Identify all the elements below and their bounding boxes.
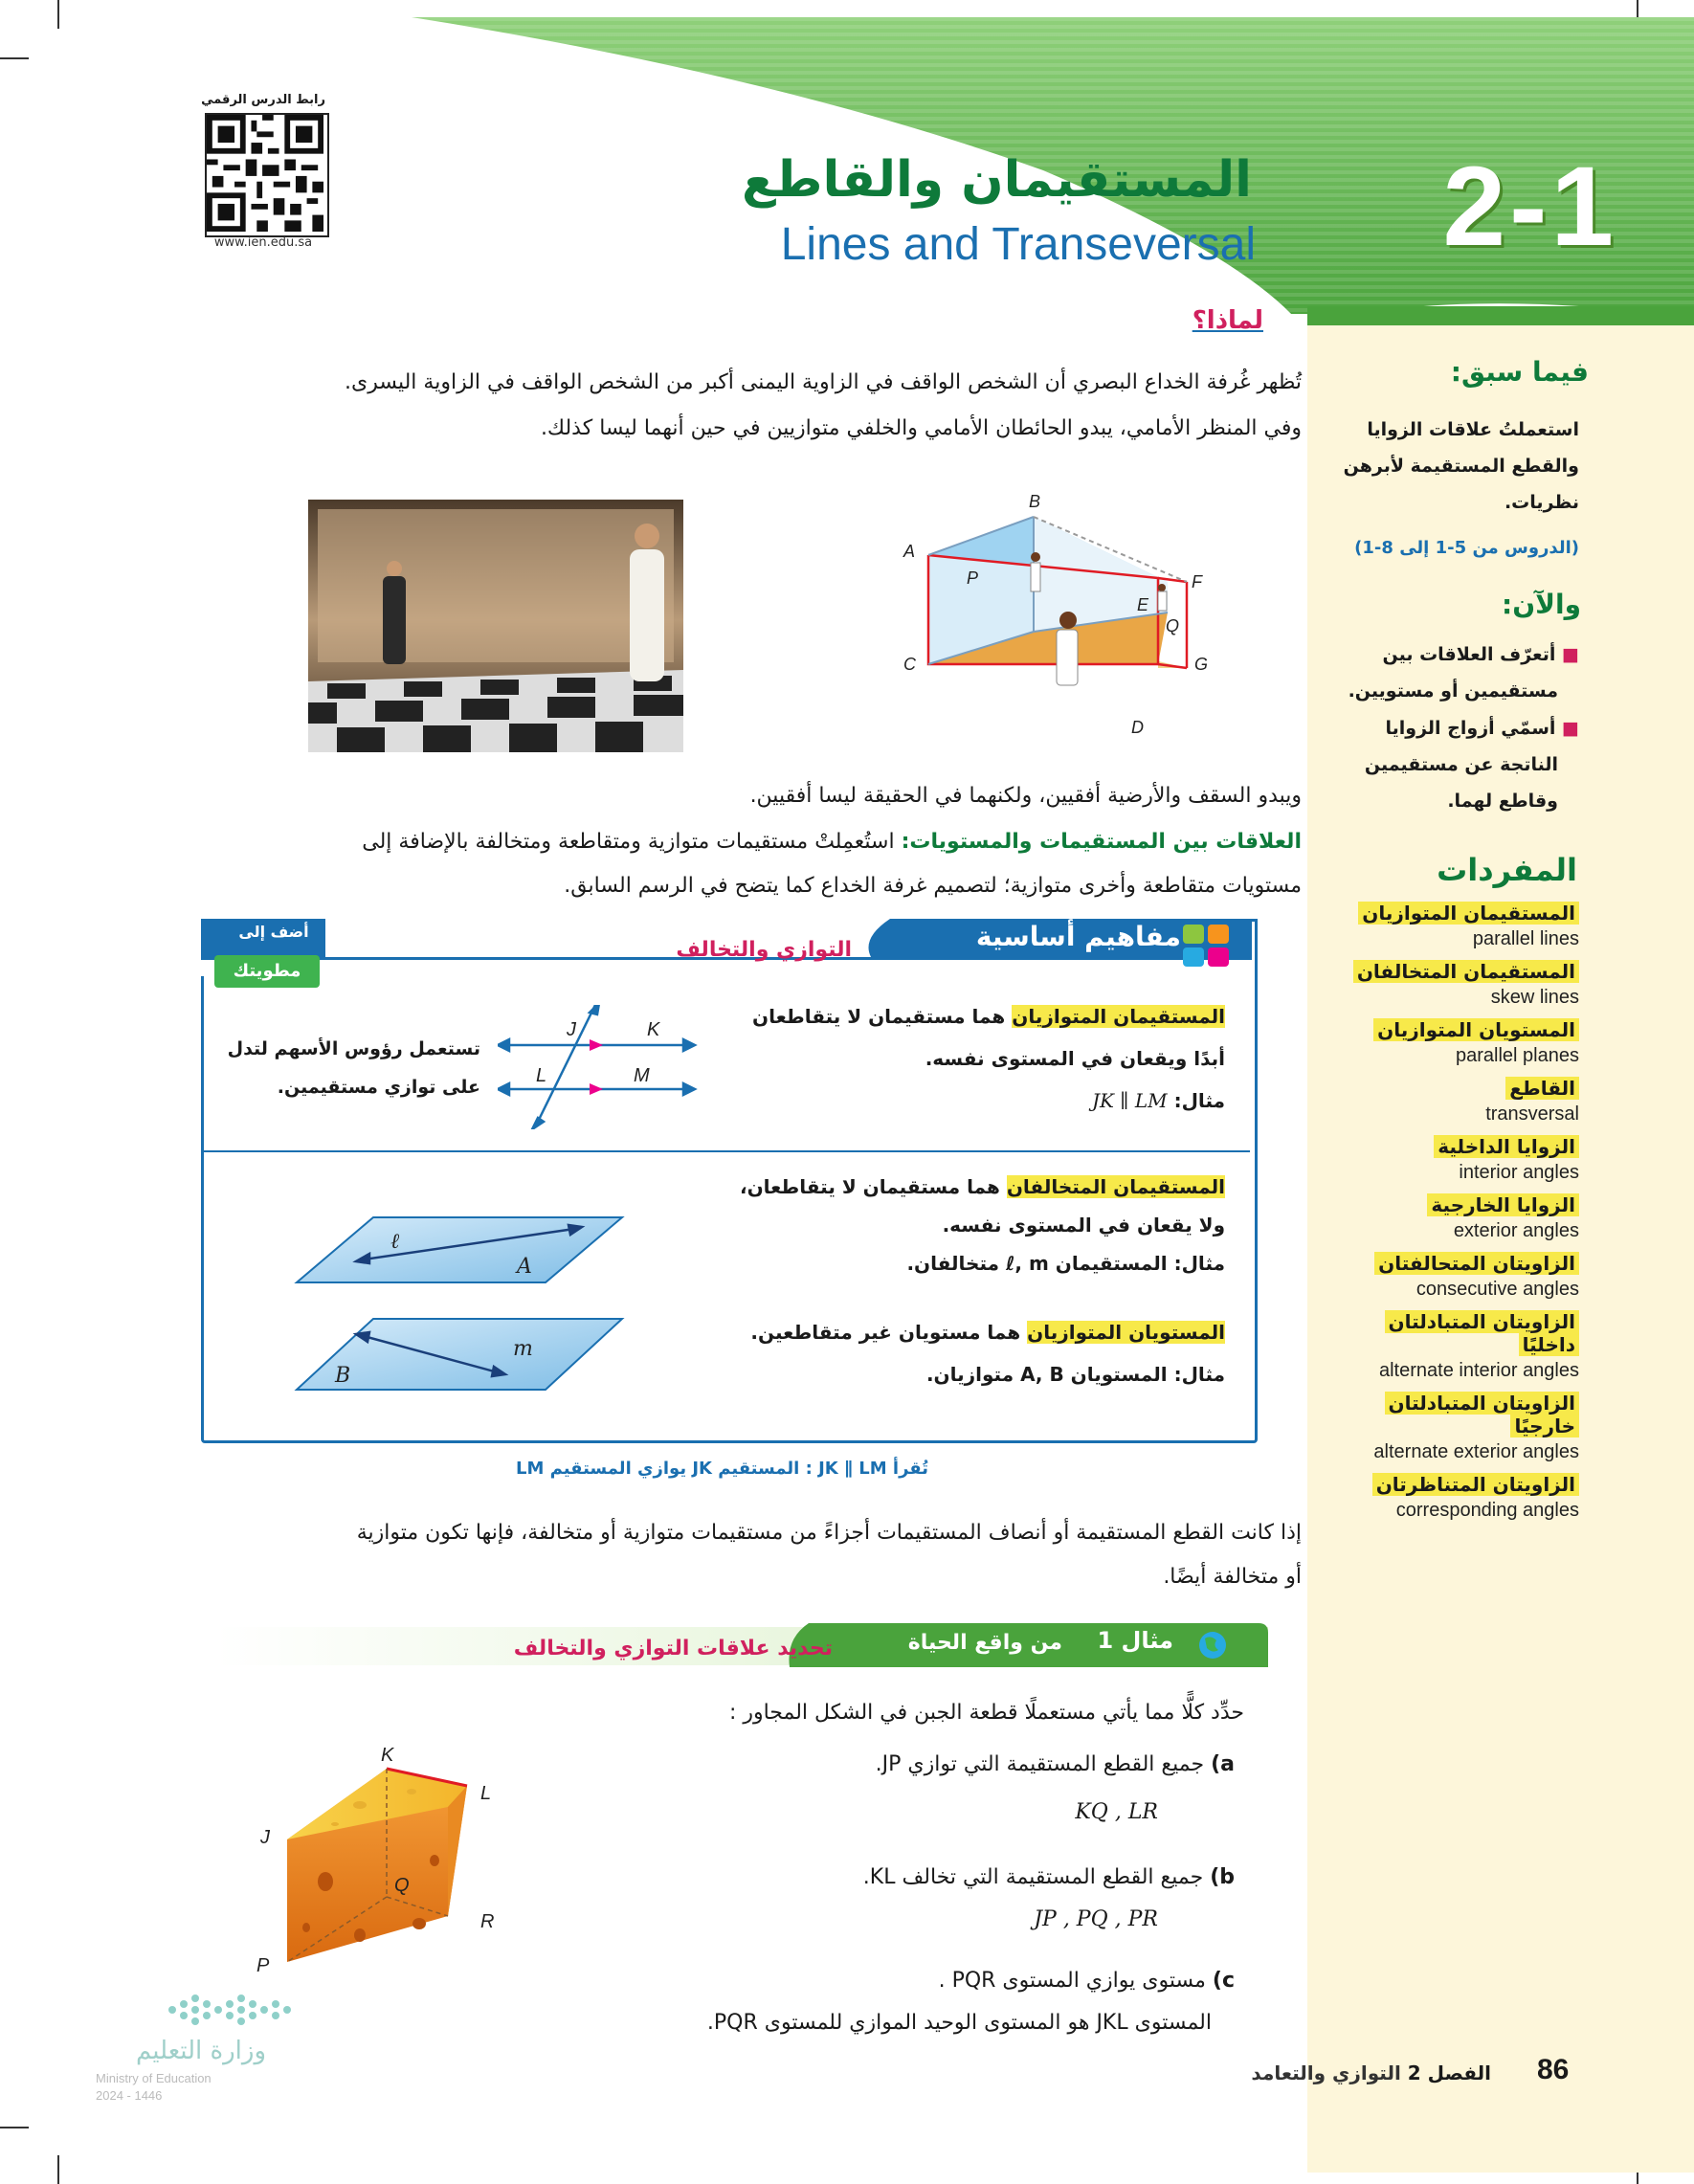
- page-number: 86: [1537, 2054, 1570, 2085]
- previous-line: استعملتُ علاقات الزوايا: [1367, 419, 1579, 440]
- crop-mark: [57, 2155, 59, 2184]
- point-label: Q: [394, 1875, 410, 1896]
- skew-example: المستقيمان ℓ, m متخالفان.: [906, 1252, 1168, 1275]
- vocab-term-ar: الزاويتان المتبادلتان: [1385, 1392, 1579, 1415]
- vocab-term-ar: الزوايا الداخلية: [1434, 1135, 1579, 1158]
- answer-b: JP , PQ , PR: [1034, 1907, 1158, 1931]
- example-part-c: c) مستوى يوازي المستوى PQR . المستوى JKL هو المستوى الوحيد الموازي للمستوى PQR.: [469, 1960, 1235, 2044]
- point-label: D: [1131, 718, 1144, 737]
- point-label: L: [480, 1783, 492, 1804]
- point-label: L: [536, 1065, 547, 1086]
- vocab-term-en: transversal: [1485, 1103, 1579, 1125]
- qr-code[interactable]: [205, 113, 329, 237]
- plane-label: B: [335, 1364, 351, 1388]
- answer-a: KQ , LR: [1075, 1800, 1158, 1824]
- example-number: مثال 1: [1097, 1627, 1173, 1654]
- vocab-term-en: consecutive angles: [1415, 1279, 1579, 1300]
- previous-ref: (الدروس من 5-1 إلى 8-1): [1354, 538, 1579, 558]
- vocab-term-ar: الزوايا الخارجية: [1427, 1193, 1579, 1216]
- read-note: تُقرأ JK ∥ LM : المستقيم JK يوازي المستقيم LM: [516, 1459, 928, 1479]
- skew-lines-term: المستقيمان المتخالفان: [1006, 1175, 1225, 1198]
- point-label: R: [480, 1911, 495, 1932]
- relations-paragraph: العلاقات بين المستقيمات والمستويات: استُعمِلتْ مستقيمات متوازية ومتقاطعة ومتخالفة بالإضافة إلى: [362, 830, 1302, 854]
- vocab-term-ar: خارجيًا: [1510, 1415, 1579, 1437]
- arrow-note: تستعمل رؤوس الأسهم لتدل على توازي مستقيمين.: [227, 1038, 480, 1098]
- planes-example: المستويان A, B متوازيان.: [925, 1363, 1168, 1386]
- cheese-figure: [247, 1736, 534, 1985]
- point-label: P: [256, 1955, 270, 1976]
- point-label: F: [1192, 572, 1202, 591]
- example-part-a: a) جميع القطع المستقيمة التي توازي JP. KQ , LR: [565, 1744, 1235, 1834]
- vocab-item: [1263, 1135, 1579, 1184]
- line-label: ℓ: [390, 1230, 400, 1254]
- point-label: A: [903, 542, 916, 561]
- point-label: K: [381, 1745, 394, 1766]
- vocab-term-en: parallel planes: [1456, 1045, 1579, 1066]
- parallel-planes-definition: المستويان المتوازيان هما مستويان غير متقاطعين. مثال: المستويان A, B متوازيان.: [750, 1321, 1225, 1386]
- ministry-year: 2024 - 1446: [96, 2088, 163, 2103]
- point-label: K: [647, 1019, 660, 1040]
- footer-chapter: الفصل 2 التوازي والتعامد: [1251, 2061, 1491, 2084]
- ames-room-photo: [308, 500, 683, 752]
- ministry-name-en: Ministry of Education: [96, 2071, 212, 2085]
- now-heading: والآن:: [1502, 589, 1581, 620]
- point-label: M: [634, 1065, 650, 1086]
- vocab-item: [1263, 960, 1579, 1009]
- vocab-item: [1263, 902, 1579, 950]
- vocab-term-en: alternate exterior angles: [1373, 1441, 1579, 1462]
- parallel-lines-definition: المستقيمان المتوازيان هما مستقيمان لا يتقاطعان أبدًا ويقعان في المستوى نفسه. مثال: JK ∥ LM: [752, 1005, 1225, 1112]
- foldable-add: أضف إلى: [238, 923, 309, 941]
- vocab-term-en: parallel lines: [1472, 928, 1579, 949]
- previous-heading: فيما سبق:: [1450, 356, 1589, 388]
- qr-label: رابط الدرس الرقمي: [201, 93, 325, 107]
- why-line: تُظهر غُرفة الخداع البصري أن الشخص الواقف في الزاوية اليمنى أكبر من الشخص الواقف في الزاوية اليسرى.: [344, 370, 1302, 394]
- plane-label: P: [967, 568, 979, 588]
- vocab-term-ar: الزاويتان المتناظرتان: [1372, 1473, 1579, 1496]
- parallel-lines-figure: [498, 1005, 699, 1129]
- qr-url[interactable]: www.ien.edu.sa: [213, 235, 313, 250]
- vocab-term-ar: الزاويتان المتبادلتان: [1385, 1310, 1579, 1333]
- previous-line: والقطع المستقيمة لأبرهن: [1343, 456, 1579, 477]
- example-part-b: b) جميع القطع المستقيمة التي تخالف KL. JP , PQ , PR: [565, 1857, 1235, 1941]
- lesson-title-english: Lines and Transeversal: [780, 219, 1256, 270]
- example-prompt: حدِّد كلًّا مما يأتي مستعملًا قطعة الجبن في الشكل المجاور :: [728, 1701, 1244, 1725]
- vocab-item: [1263, 1473, 1579, 1522]
- answer-c: المستوى JKL هو المستوى الوحيد الموازي للمستوى PQR.: [706, 2011, 1212, 2035]
- skew-lines-definition: المستقيمان المتخالفان هما مستقيمان لا يتقاطعان، ولا يقعان في المستوى نفسه. مثال: المستقيمان ℓ, m متخالفان.: [739, 1175, 1225, 1275]
- parallel-planes-term: المستويان المتوازيان: [1027, 1321, 1225, 1344]
- sidebar-top-strip: [1307, 306, 1694, 327]
- vocab-item: [1263, 1018, 1579, 1067]
- vocab-term-ar: المستقيمان المتخالفان: [1353, 960, 1579, 983]
- relations-line: مستويات متقاطعة وأخرى متوازية؛ لتصميم غرفة الخداع كما يتضح في الرسم السابق.: [564, 874, 1302, 898]
- why-line: ويبدو السقف والأرضية أفقيين، ولكنهما في الحقيقة ليسا أفقيين.: [749, 784, 1302, 808]
- crop-mark: [0, 2127, 29, 2128]
- plane-label: A: [517, 1255, 532, 1279]
- example-title: تحديد علاقات التوازي والتخالف: [513, 1637, 833, 1660]
- vocab-list: [1263, 902, 1579, 1531]
- why-line: وفي المنظر الأمامي، يبدو الحائطان الأمامي والخلفي متوازيين في حين أنهما ليسا كذلك.: [540, 416, 1302, 440]
- vocab-term-ar: داخليًا: [1519, 1333, 1579, 1356]
- key-concept-icon: [1179, 923, 1237, 969]
- ames-room-diagram: [890, 488, 1254, 756]
- qr-code-icon: [207, 115, 323, 232]
- previous-text: [1273, 412, 1579, 521]
- relations-heading: العلاقات بين المستقيمات والمستويات:: [901, 830, 1302, 854]
- point-label: B: [1029, 492, 1041, 511]
- point-label: C: [903, 655, 916, 674]
- vocab-term-en: skew lines: [1490, 987, 1579, 1008]
- previous-line: نظريات.: [1504, 492, 1579, 513]
- now-item: ■ أسمّي أزواج الزوايا الناتجة عن مستقيمين وقاطع لهما.: [1364, 718, 1579, 812]
- why-heading: لماذا؟: [1192, 306, 1263, 335]
- ministry-name-ar: وزارة التعليم: [135, 2037, 267, 2065]
- ministry-logo-icon: [163, 1987, 316, 2035]
- plane-label: Q: [1166, 616, 1180, 635]
- vocab-term-en: alternate interior angles: [1378, 1360, 1579, 1381]
- crop-mark: [0, 57, 29, 59]
- vocab-item: [1263, 1252, 1579, 1301]
- line-label: m: [513, 1337, 533, 1361]
- vocab-heading: المفردات: [1437, 852, 1577, 888]
- lesson-number: 2-1: [1442, 144, 1617, 270]
- point-label: G: [1194, 655, 1209, 674]
- point-label: E: [1137, 595, 1149, 614]
- vocab-term-en: corresponding angles: [1395, 1500, 1579, 1521]
- crop-mark: [57, 0, 59, 29]
- concept-divider: [203, 1150, 1250, 1152]
- lesson-title-arabic: المستقيمان والقاطع: [742, 151, 1252, 209]
- vocab-term-ar: الزاويتان المتحالفتان: [1374, 1252, 1579, 1275]
- vocab-item: [1263, 1392, 1579, 1463]
- vocab-term-ar: المستويان المتوازيان: [1373, 1018, 1579, 1041]
- vocab-term-en: exterior angles: [1453, 1220, 1579, 1241]
- point-label: J: [260, 1827, 270, 1848]
- vocab-item: [1263, 1077, 1579, 1125]
- concept-subtitle: التوازي والتخالف: [676, 938, 852, 962]
- concept-title: مفاهيم أساسية: [975, 921, 1181, 952]
- vocab-item: [1263, 1193, 1579, 1242]
- example-context: من واقع الحياة: [907, 1631, 1062, 1655]
- parallel-lines-term: المستقيمان المتوازيان: [1012, 1005, 1225, 1028]
- vocab-term-ar: القاطع: [1505, 1077, 1579, 1100]
- point-label: J: [567, 1019, 576, 1040]
- vocab-term-en: interior angles: [1459, 1162, 1579, 1183]
- parallel-example: JK ∥ LM: [1091, 1089, 1168, 1112]
- foldable-button[interactable]: مطويتك: [214, 955, 320, 988]
- segments-line: إذا كانت القطع المستقيمة أو أنصاف المستقيمات أجزاءً من مستقيمات متوازية أو متخالفة، فإنها تكون متوازية: [356, 1521, 1302, 1545]
- skew-lines-figure: [287, 1208, 632, 1399]
- vocab-item: [1263, 1310, 1579, 1382]
- now-item: ■ أتعرّف العلاقات بين مستقيمين أو مستويين.: [1348, 644, 1579, 702]
- vocab-term-ar: المستقيمان المتوازيان: [1358, 902, 1579, 925]
- segments-line: أو متخالفة أيضًا.: [1163, 1565, 1302, 1589]
